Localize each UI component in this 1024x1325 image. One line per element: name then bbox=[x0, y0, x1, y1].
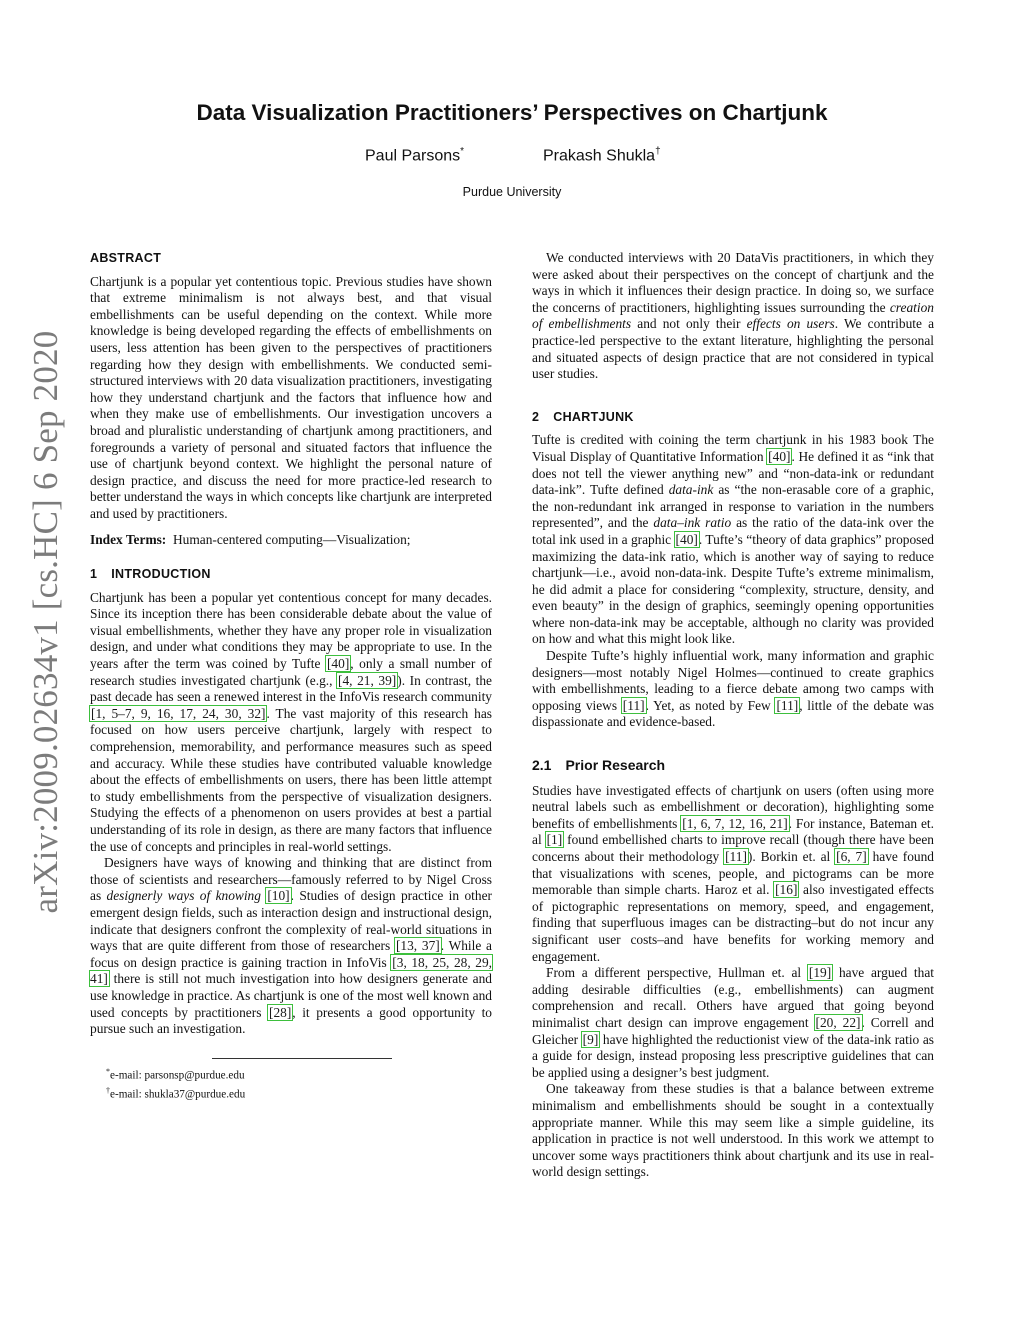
text-run: We conducted interviews with 20 DataVis practitioners, in which they were asked about their perspectives on the concept of chartjunk and the ways in which it influences their design practice. In doing so, we surface the concerns of practitioners, highlighting issues surrounding the bbox=[532, 250, 934, 315]
text-run: have argued that adding desirable difficulties (e.g., embellishments) can augment comprehension and recall. Others have argued that going beyond minimalist chart design can improve engagement bbox=[532, 965, 935, 1030]
abstract-heading: ABSTRACT bbox=[90, 251, 162, 265]
text-run: ). Borkin et. al bbox=[747, 849, 836, 864]
emphasis-text: data–ink ratio bbox=[653, 515, 732, 531]
citation-link[interactable]: [11] bbox=[776, 697, 799, 713]
footnote-mark: * bbox=[106, 1066, 110, 1076]
footnote-1 bbox=[106, 1064, 492, 1084]
text-run: Despite Tufte’s highly influential work, many information and graphic designers—most notably Nigel Holmes—continued to create graphics with embellishments, leading to a fierce debate among two camps with opposing views bbox=[532, 648, 934, 713]
text-run: . For instance, Bateman et. al bbox=[532, 815, 934, 848]
text-run: have highlighted the reductionist view of the data-ink ratio as a guide for design, instead proposing less prescriptive guidelines that can be applied using a designer’s best judgment. bbox=[532, 1031, 934, 1080]
text-run: Designers have ways of knowing and thinking that are distinct from those of scientists and researchers—famously referred to by Nigel Cross as bbox=[90, 855, 492, 904]
footnote-rule bbox=[212, 1058, 392, 1059]
citation-link[interactable]: [16] bbox=[775, 882, 798, 898]
citation-link[interactable]: [40] bbox=[768, 448, 791, 464]
prior-paragraph-3: One takeaway from these studies is that a balance between extreme minimalism and embellishments should be sought in a contextually appropriate manner. While this may seem like a simple guideline, its application in practice is not well understood. In this work we attempt to uncover some ways practitioners think about chartjunk and its use in real-world design settings. bbox=[532, 1081, 934, 1180]
index-terms-text: Human-centered computing—Visualization; bbox=[172, 531, 411, 547]
emphasis-text: data-ink bbox=[668, 482, 714, 498]
intro-paragraph-3 bbox=[532, 250, 934, 383]
subsection-number: 2.1 bbox=[532, 757, 552, 774]
affiliation: Purdue University bbox=[462, 185, 562, 199]
text-run: there is still not much investigation into how designers generate and use knowledge in practice. As chartjunk is one of the most well known and used concepts by practitioners bbox=[90, 971, 492, 1020]
author-name: Paul Parsons bbox=[365, 147, 461, 165]
abstract-text: Chartjunk is a popular yet contentious topic. Previous studies have shown that extreme minimalism is not always best, and that visual embellishments can be useful depending on the context. While more knowledge is being developed regarding the effects of embellishments on users, less attention has been given to the perspectives of practitioners regarding how they design with embellishments. We conducted semi-structured interviews with 20 data visualization practitioners, investigating how they understand chartjunk and the factors that influence how and when they make use of embellishments. Our investigation uncovers a broad and pluralistic understanding of chartjunk among practitioners, and foregrounds a variety of personal and situated factors that influence the use of chartjunk beyond context. We highlight the personal nature of design practice, and discuss the need for more practice-led research to better understand the ways in which concepts like chartjunk are interpreted and used by practitioners. bbox=[90, 273, 492, 521]
citation-link[interactable]: [19] bbox=[808, 965, 832, 981]
footnote-mark: † bbox=[106, 1086, 110, 1096]
text-run: . Studies of design practice in other emergent design fields, such as interaction design and instructional design, indicate that designers confront the complexity of real-world situations in ways that are quite different from those of researchers bbox=[90, 888, 492, 954]
citation-link[interactable]: [1, 6, 7, 12, 16, 21] bbox=[682, 815, 788, 831]
section-heading-introduction bbox=[90, 566, 492, 583]
subsection-title: Prior Research bbox=[565, 757, 666, 774]
subsection-heading-prior-research bbox=[532, 757, 934, 774]
section-title: INTRODUCTION bbox=[111, 567, 211, 582]
text-run: From a different perspective, Hullman et. al bbox=[546, 965, 808, 981]
intro-paragraph-2 bbox=[90, 855, 492, 1038]
right-column bbox=[532, 250, 934, 1181]
citation-link[interactable]: [40] bbox=[675, 531, 698, 547]
text-run: Tufte is credited with coining the term chartjunk in his 1983 book The Visual Display of Quantitative Information bbox=[532, 432, 934, 464]
text-run: , only a small number of research studies investigated chartjunk (e.g., bbox=[90, 656, 493, 688]
text-run: found embellished charts to improve recall (though there have been concerns about their methodology bbox=[532, 832, 934, 864]
footnote-text[interactable]: e-mail: parsonsp@purdue.edu bbox=[110, 1069, 245, 1082]
citation-link[interactable]: [40] bbox=[326, 656, 350, 672]
text-run: , it presents a good opportunity to pursue such an investigation. bbox=[90, 1004, 492, 1037]
author-name: Prakash Shukla bbox=[543, 147, 656, 165]
footnote-2 bbox=[106, 1083, 492, 1103]
citation-link[interactable]: [13, 37] bbox=[395, 938, 440, 954]
citation-link[interactable]: [11] bbox=[622, 697, 645, 713]
arxiv-identifier[interactable]: arXiv:2009.02634v1 [cs.HC] 6 Sep 2020 bbox=[26, 330, 65, 914]
left-column bbox=[90, 250, 492, 1103]
citation-link[interactable]: [28] bbox=[268, 1004, 292, 1020]
section-title: CHARTJUNK bbox=[553, 409, 634, 424]
citation-link[interactable]: [11] bbox=[725, 849, 747, 864]
text-run: . While a focus on design practice is gaining traction in InfoVis bbox=[90, 938, 492, 970]
section-number: 2 bbox=[532, 409, 540, 424]
text-run: . He defined it as “ink that does not tell the viewer anything new” and “non-data-ink or redundant data-ink”. Tufte defined bbox=[532, 448, 934, 498]
citation-link[interactable]: [1] bbox=[546, 832, 563, 848]
text-run: . Correll and Gleicher bbox=[532, 1014, 934, 1047]
text-run: and not only their bbox=[631, 316, 747, 332]
text-run: Chartjunk has been a popular yet contentious concept for many decades. Since its inception there has been considerable debate about the value of visual embellishments, whether they have any proper role in visualization design, and under what conditions they may be appropriate to use. In the years after the term was coined by Tufte bbox=[90, 589, 492, 672]
section-heading-chartjunk bbox=[532, 409, 934, 426]
prior-paragraph-1 bbox=[532, 783, 934, 966]
emphasis-text: effects on users bbox=[746, 316, 835, 332]
chartjunk-paragraph-1 bbox=[532, 432, 934, 648]
citation-link[interactable]: [3, 18, 25, 28, 29, 41] bbox=[90, 954, 492, 987]
index-terms-label: Index Terms: bbox=[90, 531, 167, 547]
text-run: . Tufte’s “theory of data graphics” proposed maximizing the data-ink ratio, which is another way of saying to reduce chartjunk—i.e., avoid non-data-ink. Despite Tufte’s extreme minimalism, he did admit a place for considering “complexity, structure, density, and even beauty” in the design of graphics, seemingly opening opportunities where non-data-ink may be acceptable, although no clarity was provided on how and what this might look like. bbox=[532, 531, 934, 647]
emphasis-text: creation of embellishments bbox=[532, 299, 934, 332]
text-run: as “the non-erasable core of a graphic, the non-redundant ink arranged in response to variation in the numbers represented”, and the bbox=[532, 482, 934, 531]
text-run: , little of the debate was dispassionate and evidence-based. bbox=[532, 697, 934, 730]
intro-paragraph-1 bbox=[90, 590, 492, 856]
author-1 bbox=[365, 146, 464, 165]
paper-title: Data Visualization Practitioners’ Perspectives on Chartjunk bbox=[196, 100, 828, 125]
author-2 bbox=[543, 146, 661, 165]
citation-link[interactable]: [4, 21, 39] bbox=[338, 672, 397, 688]
author-mark: † bbox=[655, 146, 661, 157]
citation-link[interactable]: [1, 5–7, 9, 16, 17, 24, 30, 32] bbox=[91, 705, 266, 721]
text-run: . We contribute a practice-led perspective to the extant literature, highlighting the personal and situated aspects of design practice that are not considered in typical user studies. bbox=[532, 316, 935, 382]
emphasis-text: designerly ways of knowing bbox=[106, 888, 261, 904]
text-run: as the ratio of the data-ink over the total ink used in a graphic bbox=[532, 515, 934, 547]
prior-paragraph-2 bbox=[532, 965, 934, 1081]
text-run: have found that visualizations with scenes, people, and pictograms can be more memorable than simple charts. Haroz et al. bbox=[532, 849, 934, 898]
section-number: 1 bbox=[90, 567, 98, 582]
footnote-text[interactable]: e-mail: shukla37@purdue.edu bbox=[110, 1089, 246, 1102]
text-run: Studies have investigated effects of chartjunk on users (often using more neutral labels such as embellishment or decoration), highlighting some benefits of embellishments bbox=[532, 782, 934, 831]
text-run: ). In contrast, the past decade has seen a renewed interest in the InfoVis research community bbox=[90, 672, 492, 705]
author-mark: * bbox=[460, 146, 465, 157]
citation-link[interactable]: [20, 22] bbox=[815, 1014, 861, 1030]
index-terms bbox=[90, 532, 492, 549]
chartjunk-paragraph-2 bbox=[532, 648, 934, 731]
text-run: also investigated effects of pictographic representations on memory, speed, and engagement, finding that superfluous images can be distracting–but do not incur any significant user costs–and have benefits for working memory and engagement. bbox=[532, 882, 934, 964]
citation-link[interactable]: [9] bbox=[582, 1031, 599, 1047]
text-run: . Yet, as noted by Few bbox=[645, 697, 776, 713]
citation-link[interactable]: [6, 7] bbox=[836, 849, 867, 864]
citation-link[interactable]: [10] bbox=[267, 888, 290, 904]
text-run: . The vast majority of this research has focused on how users perceive chartjunk, largely with respect to comprehension, memorability, and performance measures such as speed and accuracy. While these studies have contributed valuable knowledge about the effects of embellishments on users, there has been little attempt to study embellishments from the perspective of visualization designers. Studying the effects of a phenomenon on users provides at best a partial understanding of its role in design, as there are many factors that influence the use of concepts and principles in real-world settings. bbox=[90, 705, 492, 854]
